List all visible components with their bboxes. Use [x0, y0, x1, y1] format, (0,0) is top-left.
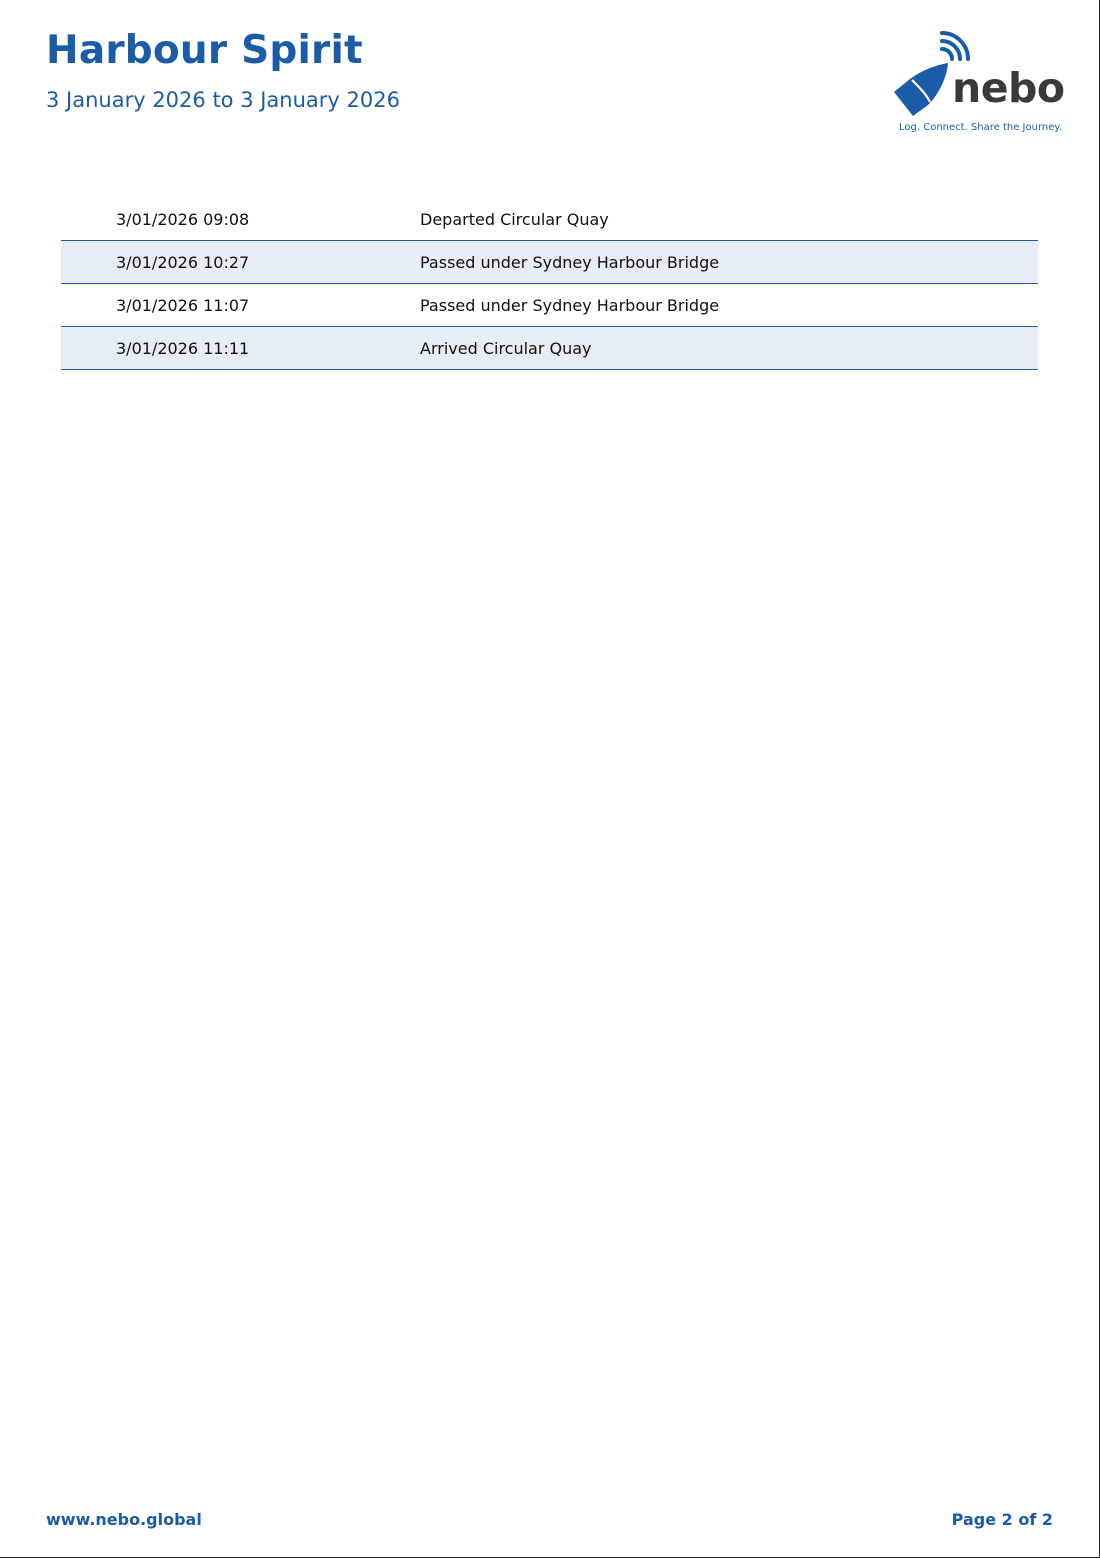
- row-time: 3/01/2026 11:11: [116, 339, 250, 358]
- page-number: Page 2 of 2: [951, 1510, 1053, 1529]
- row-time: 3/01/2026 11:07: [116, 296, 250, 315]
- table-row: [61, 284, 1038, 327]
- table-row: [61, 327, 1038, 370]
- row-event: Departed Circular Quay: [420, 210, 609, 229]
- row-event: Passed under Sydney Harbour Bridge: [420, 253, 720, 272]
- row-event: Passed under Sydney Harbour Bridge: [420, 296, 720, 315]
- row-event: Arrived Circular Quay: [420, 339, 592, 358]
- row-time: 3/01/2026 10:27: [116, 253, 250, 272]
- date-range: 3 January 2026 to 3 January 2026: [46, 88, 400, 112]
- logo-tagline: Log. Connect. Share the Journey.: [899, 122, 1063, 133]
- nebo-logo: [890, 30, 1065, 138]
- row-time: 3/01/2026 09:08: [116, 210, 250, 229]
- logo-wordmark: nebo: [952, 64, 1065, 112]
- page-title: Harbour Spirit: [46, 28, 363, 73]
- log-table: [61, 198, 1038, 370]
- table-row: [61, 241, 1038, 284]
- table-row: [61, 198, 1038, 241]
- website-link[interactable]: www.nebo.global: [46, 1510, 202, 1529]
